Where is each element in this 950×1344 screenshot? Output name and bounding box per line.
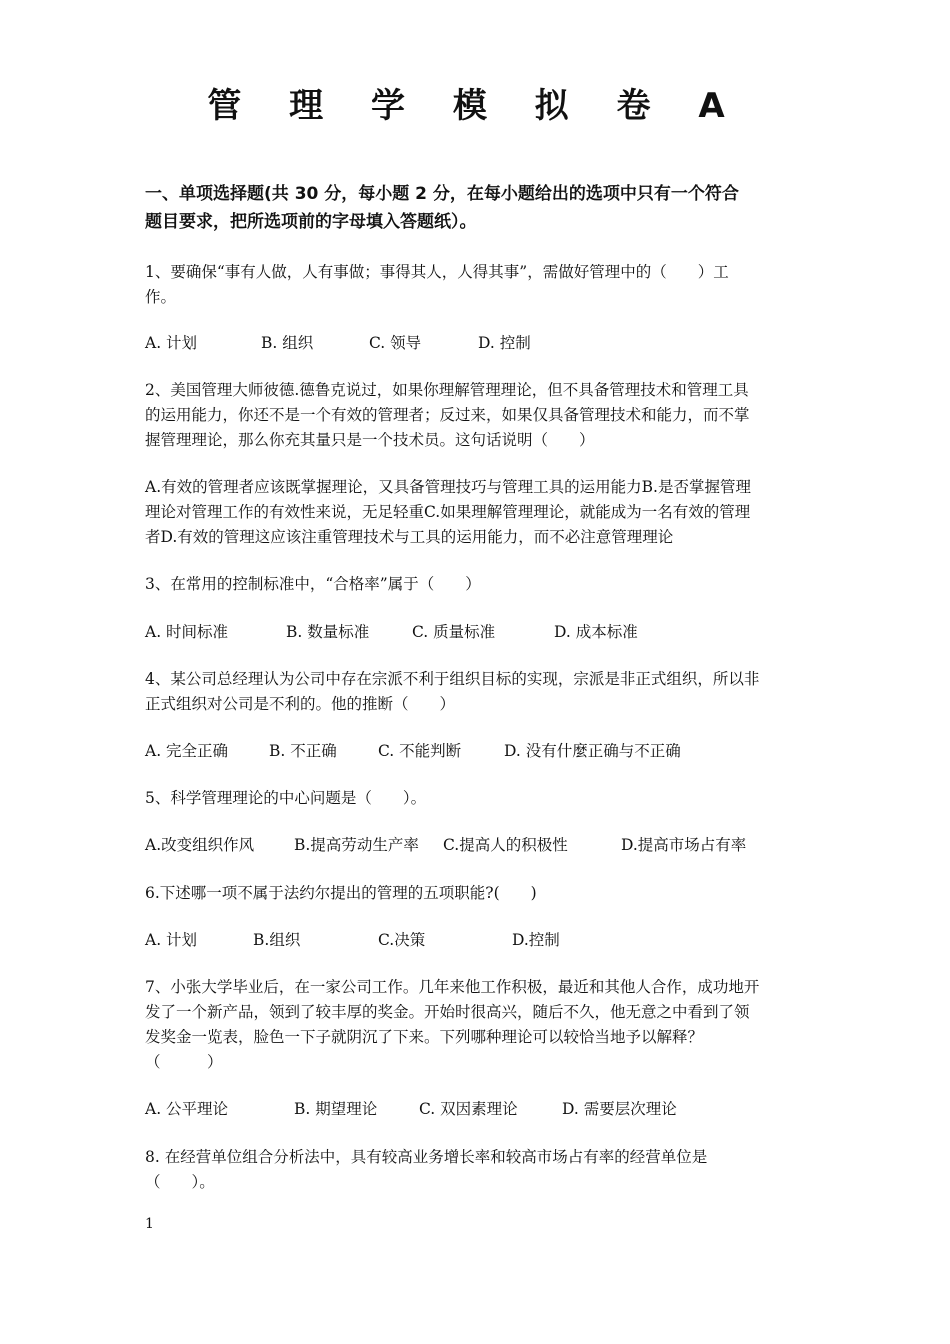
question-7-line-3: 发奖金一览表，脸色一下子就阴沉了下来。下列哪种理论可以较恰当地予以解释？ xyxy=(145,1028,704,1046)
question-2-options-line-1: A.有效的管理者应该既掌握理论，又具备管理技巧与管理工具的运用能力B.是否掌握管理 xyxy=(145,478,751,496)
question-3-option-b: B. 数量标准 xyxy=(286,623,370,641)
question-8-line-1: 8. 在经营单位组合分析法中，具有较高业务增长率和较高市场占有率的经营单位是 xyxy=(145,1148,708,1166)
question-4-option-b: B. 不正确 xyxy=(269,742,337,760)
question-1-option-a: A. 计划 xyxy=(145,334,198,352)
question-3-option-d: D. 成本标准 xyxy=(554,623,638,641)
section-heading-line-2: 题目要求，把所选项前的字母填入答题纸）。 xyxy=(145,212,477,232)
question-6-option-b: B.组织 xyxy=(253,931,301,949)
question-1-option-c: C. 领导 xyxy=(369,334,422,352)
question-2-options-line-3: 者D.有效的管理这应该注重管理技术与工具的运用能力，而不必注意管理理论 xyxy=(145,528,674,546)
section-heading-line-1: 一、单项选择题(共 30 分，每小题 2 分，在每小题给出的选项中只有一个符合 xyxy=(145,184,739,204)
page-title: 管 理 学 模 拟 卷 A xyxy=(207,86,743,126)
question-7-line-4: （ ） xyxy=(145,1053,223,1071)
question-4-option-c: C. 不能判断 xyxy=(378,742,462,760)
question-1-option-b: B. 组织 xyxy=(261,334,314,352)
question-5-option-a: A.改变组织作风 xyxy=(145,836,255,854)
question-2-line-1: 2、美国管理大师彼德.德鲁克说过，如果你理解管理理论，但不具备管理技术和管理工具 xyxy=(145,381,749,399)
question-5-option-b: B.提高劳动生产率 xyxy=(294,836,419,854)
question-7-option-c: C. 双因素理论 xyxy=(419,1100,518,1118)
page-number: 1 xyxy=(145,1216,154,1232)
question-4-option-a: A. 完全正确 xyxy=(145,742,229,760)
question-5-line-1: 5、科学管理理论的中心问题是（ ）。 xyxy=(145,789,427,807)
question-1-line-2: 作。 xyxy=(145,288,177,306)
question-1-line-1: 1、要确保“事有人做，人有事做；事得其人，人得其事”，需做好管理中的（ ）工 xyxy=(145,263,729,281)
question-6-option-c: C.决策 xyxy=(378,931,426,949)
question-7-option-a: A. 公平理论 xyxy=(145,1100,229,1118)
question-7-option-d: D. 需要层次理论 xyxy=(562,1100,677,1118)
question-3-option-c: C. 质量标准 xyxy=(412,623,496,641)
question-6-option-a: A. 计划 xyxy=(145,931,198,949)
question-4-option-d: D. 没有什麼正确与不正确 xyxy=(504,742,681,760)
question-3-option-a: A. 时间标准 xyxy=(145,623,229,641)
question-4-line-1: 4、某公司总经理认为公司中存在宗派不利于组织目标的实现，宗派是非正式组织，所以非 xyxy=(145,670,760,688)
question-2-line-2: 的运用能力，你还不是一个有效的管理者；反过来，如果仅具备管理技术和能力，而不掌 xyxy=(145,406,750,424)
question-5-option-d: D.提高市场占有率 xyxy=(621,836,747,854)
question-8-line-2: （ ）。 xyxy=(145,1173,215,1191)
question-2-line-3: 握管理理论，那么你充其量只是一个技术员。这句话说明（ ） xyxy=(145,431,595,449)
question-7-line-2: 发了一个新产品，领到了较丰厚的奖金。开始时很高兴，随后不久，他无意之中看到了领 xyxy=(145,1003,750,1021)
question-6-line-1: 6.下述哪一项不属于法约尔提出的管理的五项职能?( ) xyxy=(145,884,537,902)
question-6-option-d: D.控制 xyxy=(512,931,560,949)
question-5-option-c: C.提高人的积极性 xyxy=(443,836,568,854)
question-1-option-d: D. 控制 xyxy=(478,334,531,352)
question-2-options-line-2: 理论对管理工作的有效性来说，无足轻重C.如果理解管理理论，就能成为一名有效的管理 xyxy=(145,503,751,521)
section-heading xyxy=(145,180,815,236)
question-3-line-1: 3、在常用的控制标准中，“合格率”属于（ ） xyxy=(145,575,481,593)
question-4-line-2: 正式组织对公司是不利的。他的推断（ ） xyxy=(145,695,456,713)
question-7-line-1: 7、小张大学毕业后，在一家公司工作。几年来他工作积极，最近和其他人合作，成功地开 xyxy=(145,978,760,996)
question-7-option-b: B. 期望理论 xyxy=(294,1100,378,1118)
